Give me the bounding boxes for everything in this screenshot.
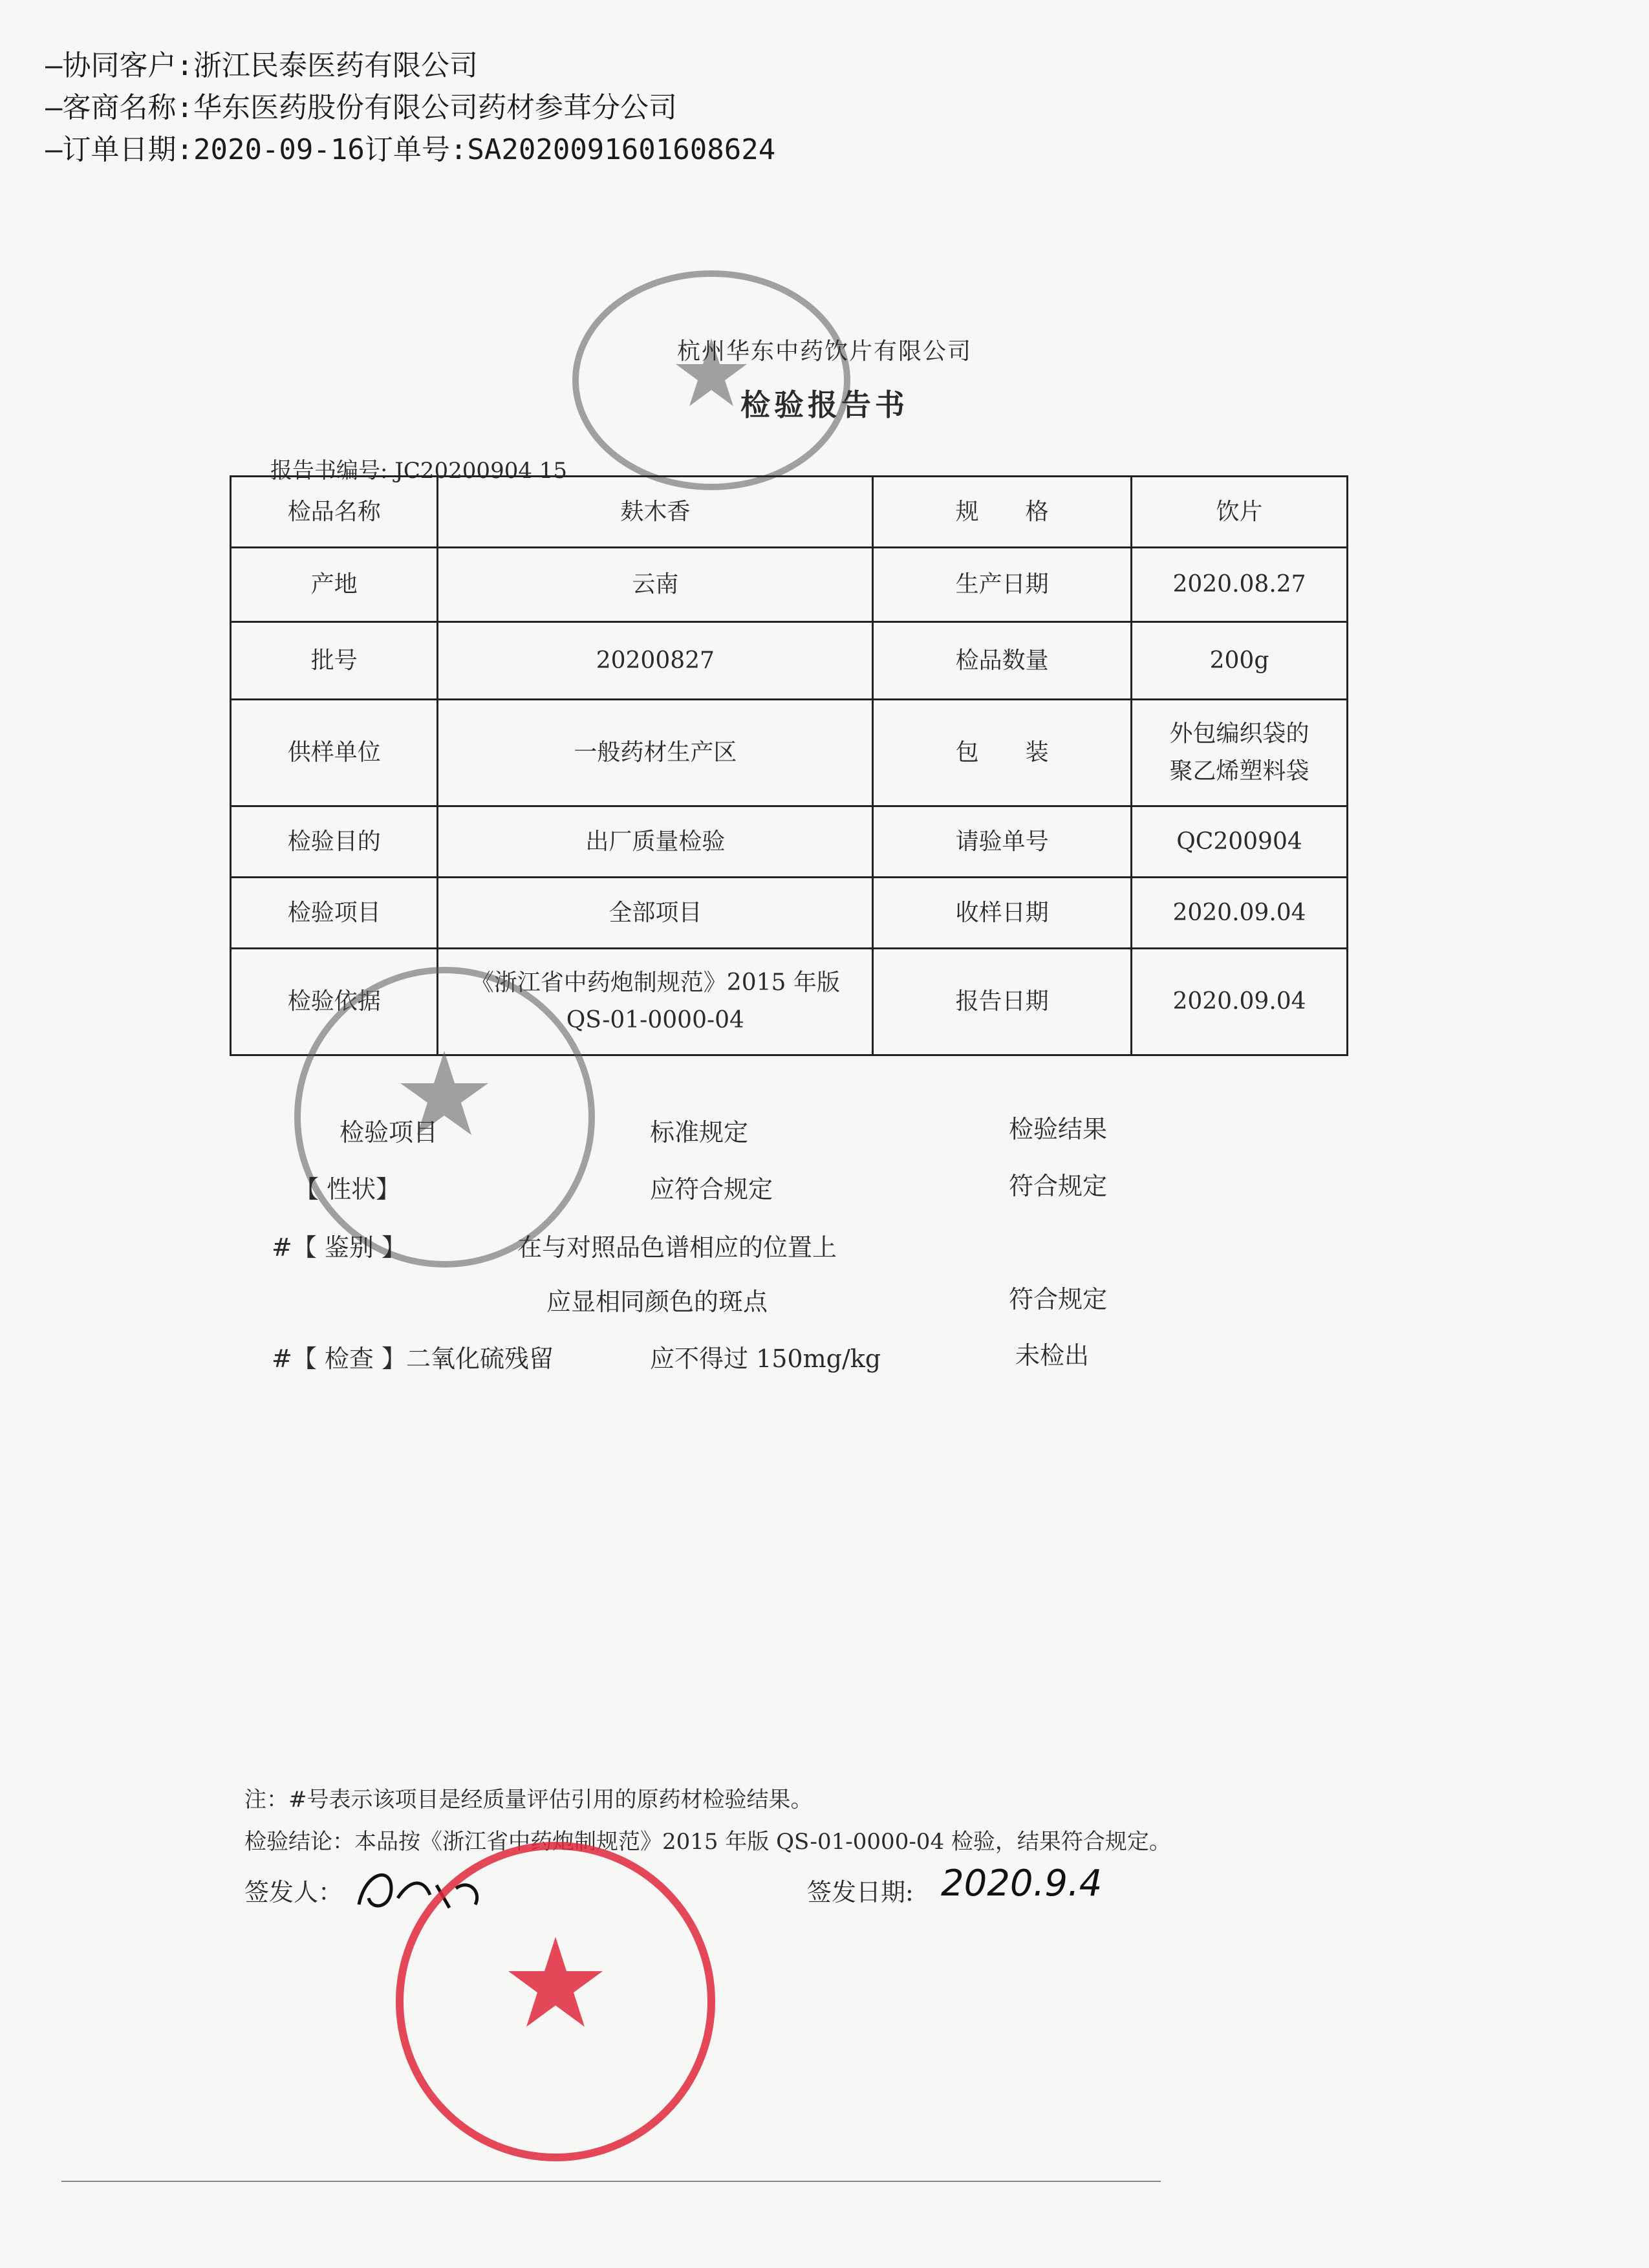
value-cell: 出厂质量检验 xyxy=(438,806,873,878)
table-row xyxy=(231,548,1348,622)
report-title: 检验报告书 xyxy=(740,387,909,422)
label-cell: 检品数量 xyxy=(873,622,1132,700)
item-appearance: 【 性状】 xyxy=(294,1175,401,1204)
results-head-standard: 标准规定 xyxy=(650,1118,749,1147)
label-cell: 检品名称 xyxy=(231,477,438,548)
label-cell: 产地 xyxy=(231,548,438,622)
value-cell: 2020.08.27 xyxy=(1132,548,1348,622)
star-icon xyxy=(404,1850,707,2154)
item-identification: #【 鉴别 】 xyxy=(272,1233,406,1262)
label-cell: 生产日期 xyxy=(873,548,1132,622)
packaging-line: 聚乙烯塑料袋 xyxy=(1169,758,1310,784)
label-cell: 收样日期 xyxy=(873,878,1132,949)
table-row xyxy=(231,700,1348,806)
value-cell xyxy=(1132,700,1348,806)
basis-line: QS-01-0000-04 xyxy=(566,1007,744,1033)
bottom-divider xyxy=(61,2181,1161,2182)
standard-appearance: 应符合规定 xyxy=(650,1175,773,1204)
table-row xyxy=(231,477,1348,548)
order-line: —订单日期:2020-09-16订单号:SA2020091601608624 xyxy=(45,133,776,166)
label-cell: 批号 xyxy=(231,622,438,700)
basis-line: 《浙江省中药炮制规范》2015 年版 xyxy=(470,969,840,997)
company-name: 杭州华东中药饮片有限公司 xyxy=(676,338,972,365)
label-cell: 报告日期 xyxy=(873,949,1132,1055)
star-icon xyxy=(579,277,844,484)
footnote: 注：#号表示该项目是经质量评估引用的原药材检验结果。 xyxy=(244,1787,813,1813)
value-cell: 2020.09.04 xyxy=(1132,878,1348,949)
table-row xyxy=(231,622,1348,700)
label-cell: 检验依据 xyxy=(231,949,438,1055)
result-appearance: 符合规定 xyxy=(1009,1172,1108,1200)
value-cell: 饮片 xyxy=(1132,477,1348,548)
results-head-item: 检验项目 xyxy=(339,1118,438,1147)
value-cell: 麸木香 xyxy=(438,477,873,548)
issue-date-value: 2020.9.4 xyxy=(941,1863,1103,1905)
packaging-line: 外包编织袋的 xyxy=(1169,720,1310,748)
quality-seal xyxy=(396,1842,715,2161)
conclusion: 检验结论：本品按《浙江省中药炮制规范》2015 年版 QS-01-0000-04 检验，结果符合规定。 xyxy=(244,1829,1171,1855)
value-cell: 一般药材生产区 xyxy=(438,700,873,806)
result-inspection: 未检出 xyxy=(1015,1341,1090,1370)
value-cell: 全部项目 xyxy=(438,878,873,949)
info-table xyxy=(230,475,1348,1056)
label-cell: 请验单号 xyxy=(873,806,1132,878)
client-line: —协同客户:浙江民泰医药有限公司 xyxy=(45,49,478,82)
label-cell: 检验项目 xyxy=(231,878,438,949)
value-cell: 2020.09.04 xyxy=(1132,949,1348,1055)
table-row xyxy=(231,878,1348,949)
value-cell: 20200827 xyxy=(438,622,873,700)
result-identification: 符合规定 xyxy=(1009,1285,1108,1313)
label-cell: 供样单位 xyxy=(231,700,438,806)
standard-inspection: 应不得过 150mg/kg xyxy=(650,1345,881,1373)
table-row xyxy=(231,806,1348,878)
standard-identification-b: 应显相同颜色的斑点 xyxy=(546,1288,768,1316)
issue-date-label: 签发日期: xyxy=(807,1878,914,1906)
label-cell: 包 装 xyxy=(873,700,1132,806)
item-inspection: #【 检查 】二氧化硫残留 xyxy=(272,1345,554,1373)
label-cell: 检验目的 xyxy=(231,806,438,878)
merchant-line: —客商名称:华东医药股份有限公司药材参茸分公司 xyxy=(45,91,677,124)
report-number: 报告书编号: JC20200904 15 xyxy=(270,458,568,484)
value-cell: QC200904 xyxy=(1132,806,1348,878)
value-cell: 200g xyxy=(1132,622,1348,700)
standard-identification-a: 在与对照品色谱相应的位置上 xyxy=(517,1233,837,1262)
value-cell: 云南 xyxy=(438,548,873,622)
signer-label: 签发人： xyxy=(244,1878,343,1906)
label-cell: 规 格 xyxy=(873,477,1132,548)
results-head-result: 检验结果 xyxy=(1009,1115,1108,1143)
company-seal xyxy=(572,270,850,490)
